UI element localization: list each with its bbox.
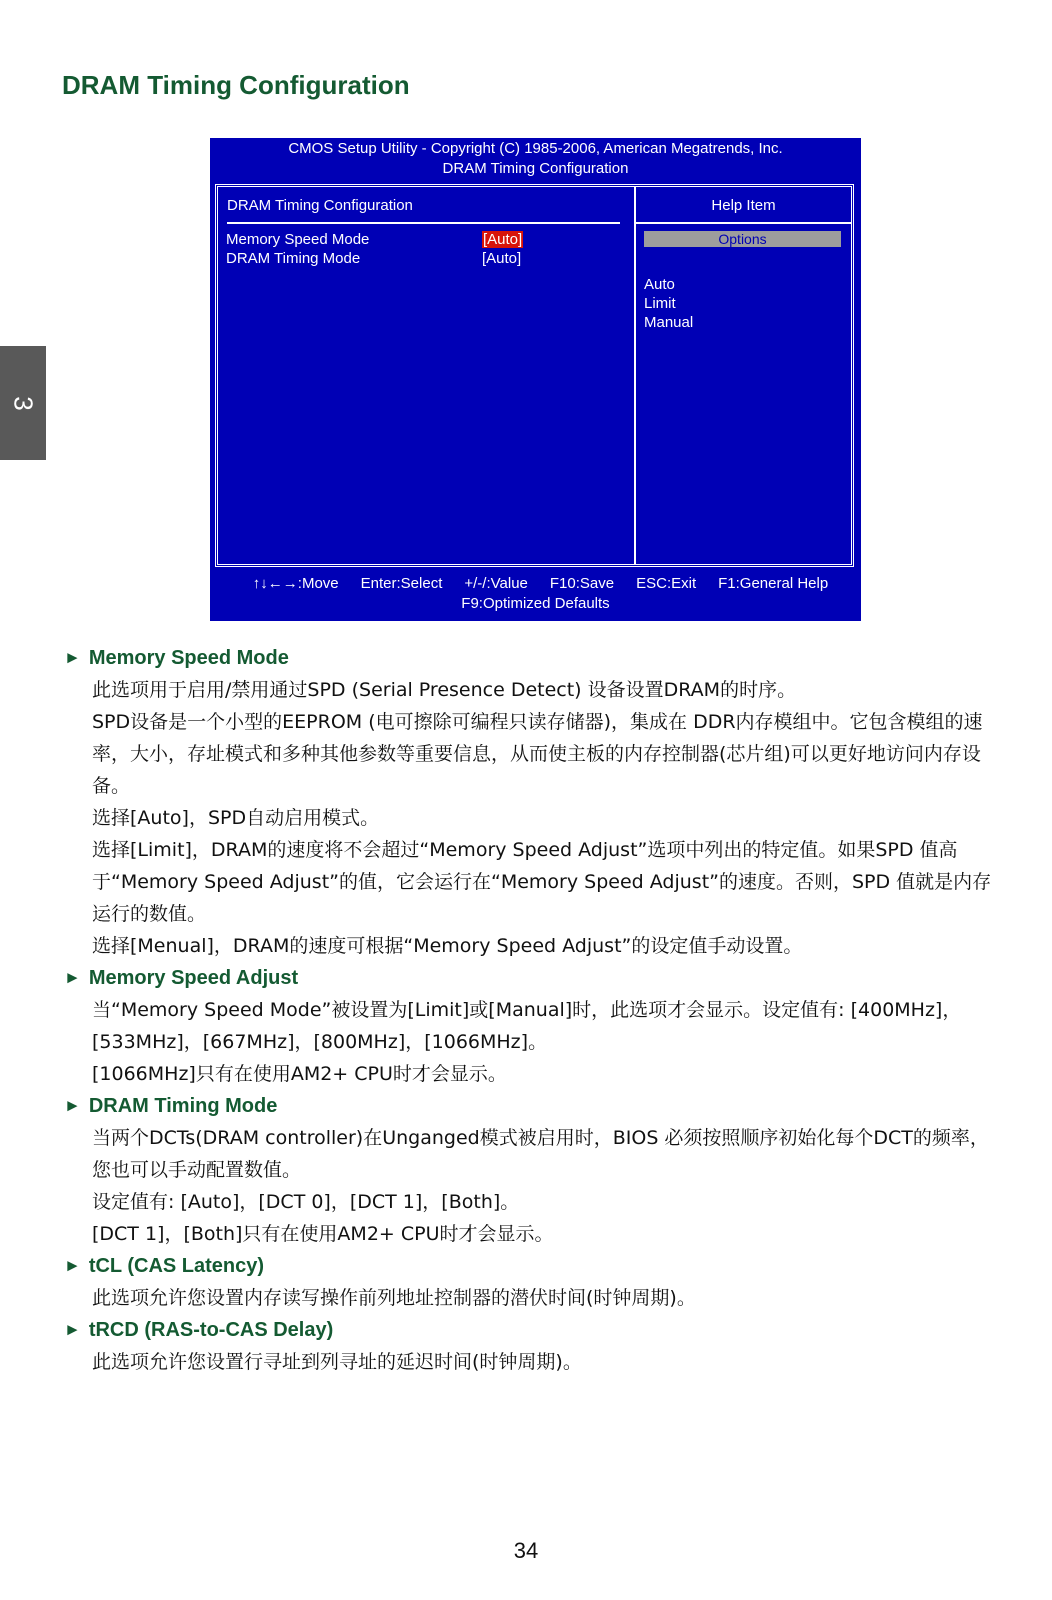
bios-header xyxy=(210,138,861,179)
setting-value-selected[interactable]: [Auto] xyxy=(483,231,523,248)
key-hint-select: Enter:Select xyxy=(360,575,443,592)
paragraph: 此选项允许您设置内存读写操作前列地址控制器的潜伏时间(时钟周期)。 xyxy=(92,1287,696,1309)
setting-dram-timing-mode[interactable] xyxy=(226,250,626,270)
paragraph: 此选项允许您设置行寻址到列寻址的延迟时间(时钟周期)。 xyxy=(92,1351,582,1373)
bios-header-copyright: CMOS Setup Utility - Copyright (C) 1985-2006, American Megatrends, Inc. xyxy=(288,140,783,157)
paragraph: 当“Memory Speed Mode”被设置为[Limit]或[Manual]时，此选项才会显示。设定值有: [400MHz]，[533MHz]，[667MHz]，[800MHz]，[1066MHz]。 xyxy=(92,999,962,1053)
options-header: Options xyxy=(644,231,841,247)
section-heading-text: tRCD (RAS-to-CAS Delay) xyxy=(88,1319,334,1341)
key-hint-defaults: F9:Optimized Defaults xyxy=(461,595,610,612)
option-limit: Limit xyxy=(644,295,676,312)
setting-label: Memory Speed Mode xyxy=(226,231,370,248)
page-number: 34 xyxy=(513,1538,539,1563)
section-heading xyxy=(64,1314,994,1346)
paragraph: 此选项用于启用/禁用通过SPD (Serial Presence Detect) 设备设置DRAM的时序。 xyxy=(92,679,797,701)
key-hint-move: ↑↓←→:Move xyxy=(252,575,339,592)
section-heading-text: tCL (CAS Latency) xyxy=(88,1255,265,1277)
bios-frame xyxy=(215,184,854,567)
chapter-number: 3 xyxy=(8,395,39,411)
key-hint-save: F10:Save xyxy=(549,575,615,592)
setting-label: DRAM Timing Mode xyxy=(226,250,361,267)
paragraph: SPD设备是一个小型的EEPROM (电可擦除可编程只读存储器)，集成在 DDR内存模组中。它包含模组的速率，大小，存址模式和多种其他参数等重要信息，从而使主板的内存控制器(芯片组)可以更好地访问内存设备。 xyxy=(92,711,983,797)
paragraph: 选择[Auto]，SPD自动启用模式。 xyxy=(92,807,380,829)
option-manual: Manual xyxy=(644,314,694,331)
paragraph: 选择[Menual]，DRAM的速度可根据“Memory Speed Adjust”的设定值手动设置。 xyxy=(92,935,803,957)
triangle-bullet-icon: ► xyxy=(64,648,81,667)
divider xyxy=(227,222,620,224)
key-hint-value: +/-/:Value xyxy=(464,575,528,592)
options-list xyxy=(644,275,693,332)
key-hint-help: F1:General Help xyxy=(718,575,829,592)
page-title: DRAM Timing Configuration xyxy=(62,70,410,100)
key-hint-exit: ESC:Exit xyxy=(636,575,697,592)
section-heading-text: Memory Speed Adjust xyxy=(88,967,299,989)
setting-value[interactable]: [Auto] xyxy=(482,250,522,267)
section-heading-text: Memory Speed Mode xyxy=(88,647,289,669)
paragraph: [1066MHz]只有在使用AM2+ CPU时才会显示。 xyxy=(92,1063,507,1085)
section-heading xyxy=(64,642,994,674)
chapter-tab xyxy=(0,346,46,460)
section-heading xyxy=(64,1090,994,1122)
bios-settings-panel xyxy=(218,187,636,564)
divider xyxy=(636,222,851,224)
paragraph: 设定值有: [Auto]，[DCT 0]，[DCT 1]，[Both]。 xyxy=(92,1191,520,1213)
paragraph: 当两个DCTs(DRAM controller)在Unganged模式被启用时，BIOS 必须按照顺序初始化每个DCT的频率，您也可以手动配置数值。 xyxy=(92,1127,989,1181)
section-heading xyxy=(64,1250,994,1282)
triangle-bullet-icon: ► xyxy=(64,1096,81,1115)
section-heading xyxy=(64,962,994,994)
setting-memory-speed-mode[interactable] xyxy=(226,231,626,251)
bios-panel-title: DRAM Timing Configuration xyxy=(227,197,413,214)
bios-header-title: DRAM Timing Configuration xyxy=(442,160,629,177)
triangle-bullet-icon: ► xyxy=(64,1320,81,1339)
bios-help-panel xyxy=(636,187,851,564)
section-list xyxy=(64,642,994,1378)
paragraph: [DCT 1]，[Both]只有在使用AM2+ CPU时才会显示。 xyxy=(92,1223,554,1245)
help-item-title: Help Item xyxy=(711,197,776,214)
triangle-bullet-icon: ► xyxy=(64,968,81,987)
triangle-bullet-icon: ► xyxy=(64,1256,81,1275)
paragraph: 选择[Limit]，DRAM的速度将不会超过“Memory Speed Adjust”选项中列出的特定值。如果SPD 值高于“Memory Speed Adjust”的值，它会运行在“Memory Speed Adjust”的速度。否则，SPD 值就是内存运行的数值。 xyxy=(92,839,992,925)
bios-footer xyxy=(210,574,861,614)
option-auto: Auto xyxy=(644,276,675,293)
bios-screenshot xyxy=(210,138,861,621)
section-heading-text: DRAM Timing Mode xyxy=(88,1095,278,1117)
